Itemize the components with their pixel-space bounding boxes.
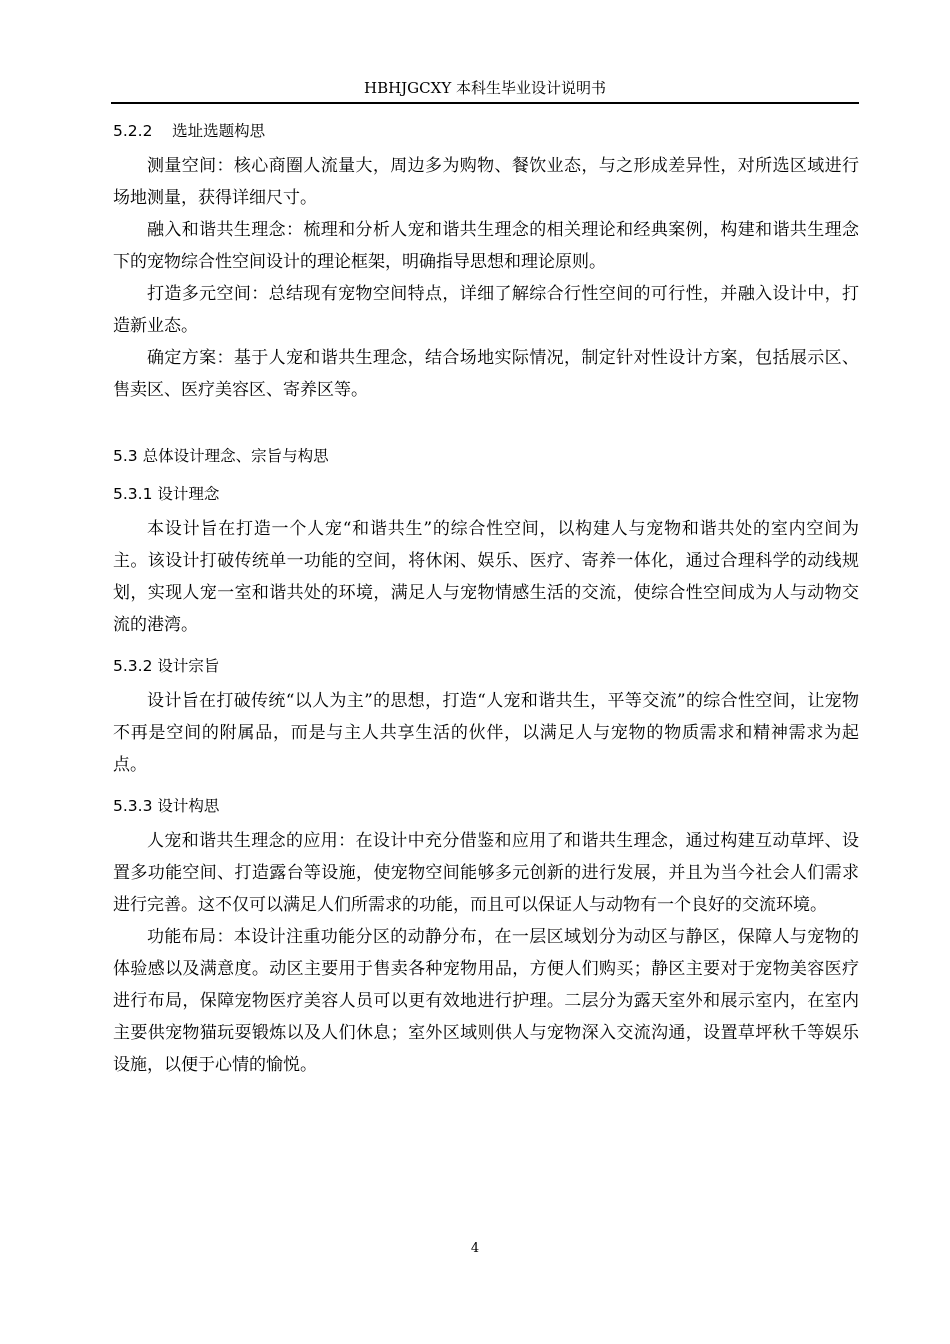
paragraph: 融入和谐共生理念：梳理和分析人宠和谐共生理念的相关理论和经典案例，构建和谐共生理念下的宠物综合性空间设计的理论框架，明确指导思想和理论原则。 <box>113 220 859 272</box>
page-header <box>111 76 859 104</box>
section-heading-5-3: 5.3 总体设计理念、宗旨与构思 <box>113 447 329 465</box>
paragraph: 本设计旨在打造一个人宠“和谐共生”的综合性空间，以构建人与宠物和谐共处的室内空间为主。该设计打破传统单一功能的空间，将休闲、娱乐、医疗、寄养一体化，通过合理科学的动线规划，实现人宠一室和谐共处的环境，满足人与宠物情感生活的交流，使综合性空间成为人与动物交流的港湾。 <box>113 519 859 635</box>
page-content <box>113 118 859 1081</box>
paragraph: 确定方案：基于人宠和谐共生理念，结合场地实际情况，制定针对性设计方案，包括展示区、售卖区、医疗美容区、寄养区等。 <box>113 348 859 400</box>
section-heading-5-3-2: 5.3.2 设计宗旨 <box>113 657 220 675</box>
paragraph: 设计旨在打破传统“以人为主”的思想，打造“人宠和谐共生，平等交流”的综合性空间，让宠物不再是空间的附属品，而是与主人共享生活的伙伴，以满足人与宠物的物质需求和精神需求为起点。 <box>113 691 859 775</box>
section-heading-5-2-2: 5.2.2 选址选题构思 <box>113 122 266 140</box>
page-number: 4 <box>470 1241 480 1256</box>
header-title: HBHJGCXY 本科生毕业设计说明书 <box>363 79 606 97</box>
section-heading-5-3-3: 5.3.3 设计构思 <box>113 797 220 815</box>
paragraph: 人宠和谐共生理念的应用：在设计中充分借鉴和应用了和谐共生理念，通过构建互动草坪、设置多功能空间、打造露台等设施，使宠物空间能够多元创新的进行发展，并且为当今社会人们需求进行完善。这不仅可以满足人们所需求的功能，而且可以保证人与动物有一个良好的交流环境。 <box>113 831 859 915</box>
paragraph: 测量空间：核心商圈人流量大，周边多为购物、餐饮业态，与之形成差异性，对所选区域进行场地测量，获得详细尺寸。 <box>113 156 859 208</box>
section-heading-5-3-1: 5.3.1 设计理念 <box>113 485 220 503</box>
paragraph: 功能布局：本设计注重功能分区的动静分布，在一层区域划分为动区与静区，保障人与宠物的体验感以及满意度。动区主要用于售卖各种宠物用品，方便人们购买；静区主要对于宠物美容医疗进行布局，保障宠物医疗美容人员可以更有效地进行护理。二层分为露天室外和展示室内，在室内主要供宠物猫玩耍锻炼以及人们休息；室外区域则供人与宠物深入交流沟通，设置草坪秋千等娱乐设施，以便于心情的愉悦。 <box>113 927 859 1075</box>
paragraph: 打造多元空间：总结现有宠物空间特点，详细了解综合行性空间的可行性，并融入设计中，打造新业态。 <box>113 284 859 336</box>
